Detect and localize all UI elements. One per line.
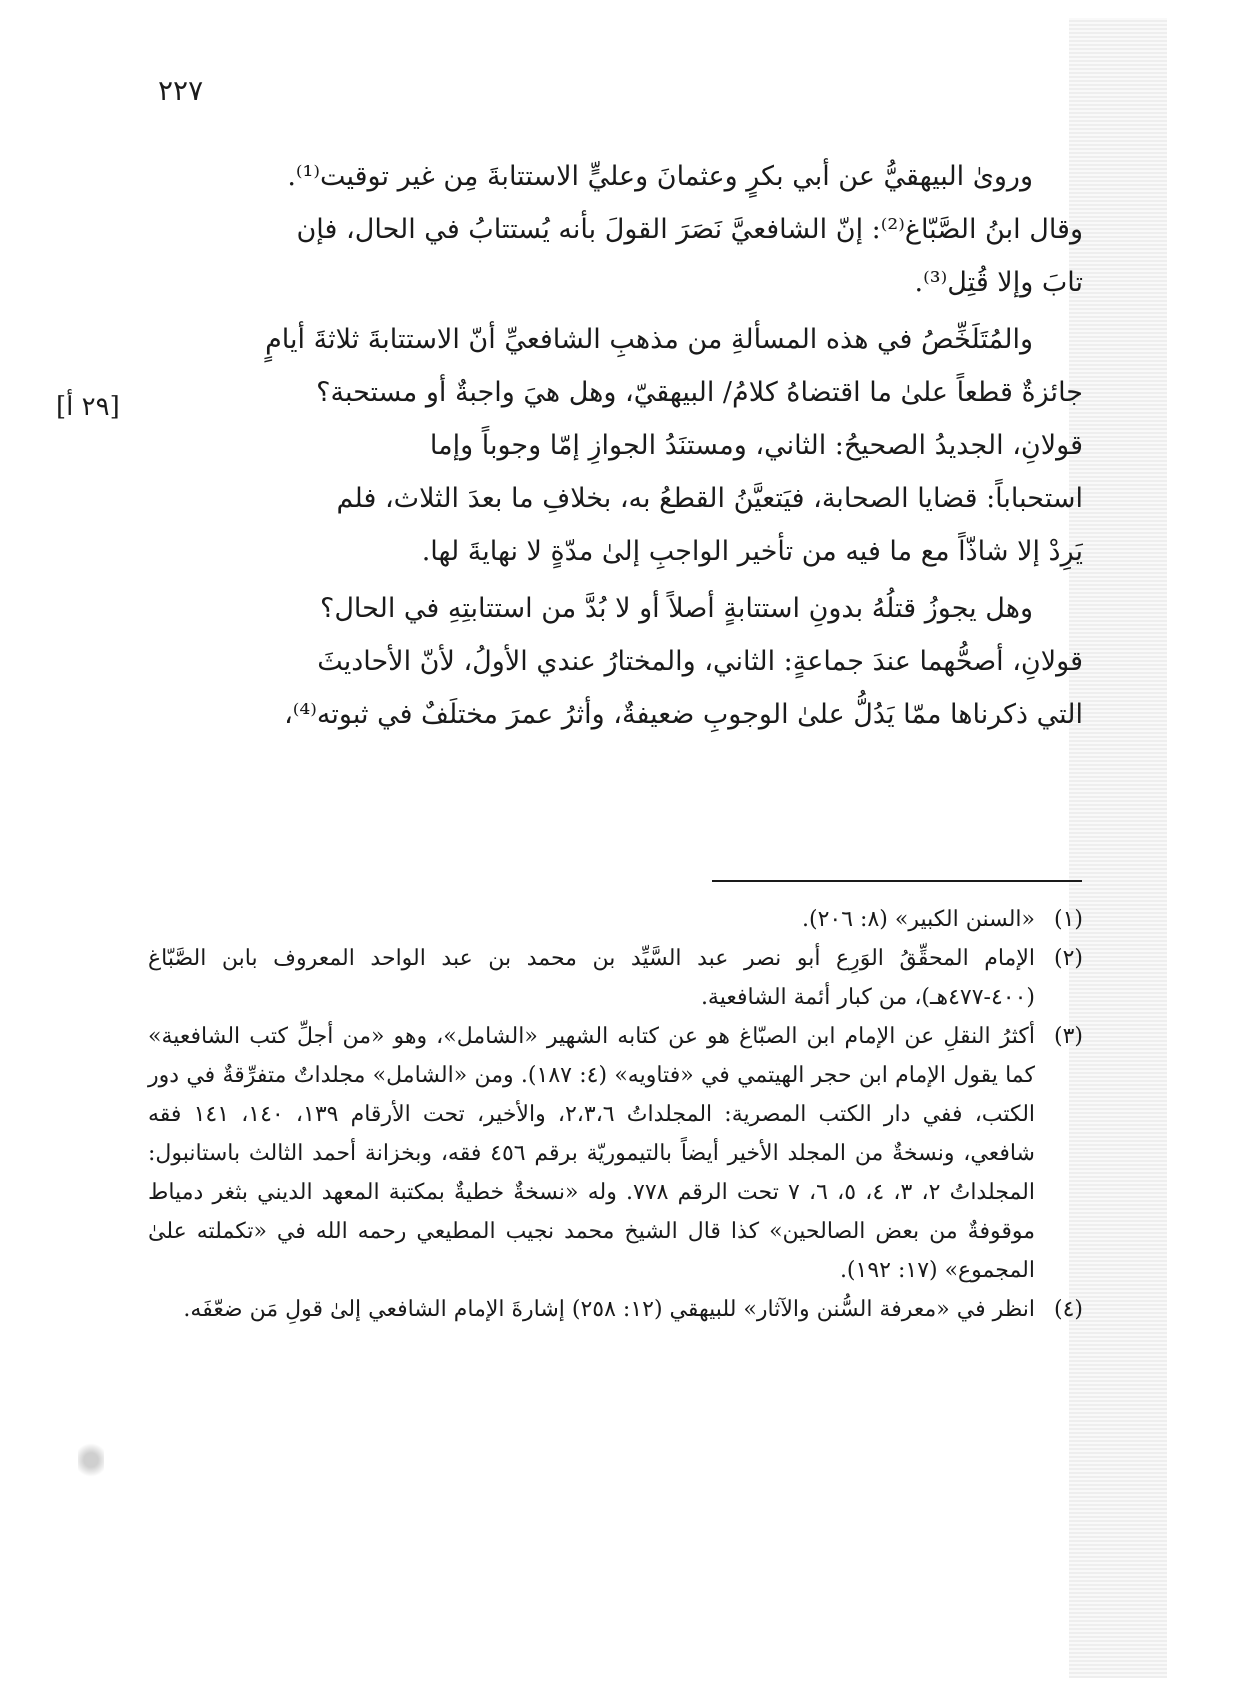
footnote xyxy=(148,1290,1083,1329)
footnote-number: (٣) xyxy=(1053,1024,1083,1049)
scan-edge-texture xyxy=(1069,18,1167,1678)
footnote-text: أكثرُ النقلِ عن الإمام ابن الصبّاغ هو عن كتابه الشهير «الشامل»، وهو «من أجلِّ كتب الشافعية» كما يقول الإمام ابن حجر الهيتمي في «فتاويه» (٤: ١٨٧). ومن «الشامل» مجلداتٌ متفرِّقةٌ في دور الكتب، ففي دار الكتب المصرية: المجلداتُ ٢،٣،٦، والأخير، تحت الأرقام ١٣٩، ١٤٠، ١٤١ فقه شافعي، ونسخةٌ من المجلد الأخير أيضاً بالتيموريّة برقم ٤٥٦ فقه، وبخزانة أحمد الثالث باستانبول: المجلداتُ ٢، ٣، ٤، ٥، ٦، ٧ تحت الرقم ٧٧٨. وله «نسخةٌ خطيةٌ بمكتبة المعهد الديني بثغر دمياط موقوفةٌ من بعض الصالحين» كذا قال الشيخ محمد نجيب المطيعي رحمه الله في «تكملته علىٰ المجموع» (١٧: ١٩٢). xyxy=(148,1024,1036,1283)
main-text xyxy=(148,150,1083,745)
text-line: وقال ابنُ الصَّبّاغ⁽²⁾: إنّ الشافعيَّ نَصَرَ القولَ بأنه يُستتابُ في الحال، فإن xyxy=(296,214,1083,245)
text-line: وهل يجوزُ قتلُهُ بدونِ استتابةٍ أصلاً أو لا بُدَّ من استتابتِهِ في الحال؟ xyxy=(319,593,1033,624)
footnote-separator xyxy=(712,880,1082,882)
text-line: قولانِ، الجديدُ الصحيحُ: الثاني، ومستنَدُ الجوازِ إمّا وجوباً وإما xyxy=(429,430,1083,461)
paragraph-2 xyxy=(148,313,1083,578)
footnote xyxy=(148,1017,1083,1290)
text-line: وروىٰ البيهقيُّ عن أبي بكرٍ وعثمانَ وعليٍّ الاستتابةَ مِن غير توقيت⁽¹⁾. xyxy=(287,161,1033,192)
footnotes xyxy=(148,900,1083,1329)
footnote-text: الإمام المحقِّقُ الوَرِع أبو نصر عبد السَّيِّد بن محمد بن عبد الواحد المعروف بابن الصَّبّاغ (٤٠٠-٤٧٧هـ)، من كبار أئمة الشافعية. xyxy=(148,946,1035,1010)
text-line: يَرِدْ إلا شاذّاً مع ما فيه من تأخير الواجبِ إلىٰ مدّةٍ لا نهايةَ لها. xyxy=(421,536,1083,567)
text-line: جائزةٌ قطعاً علىٰ ما اقتضاهُ كلامُ/ البيهقيّ، وهل هيَ واجبةٌ أو مستحبة؟ xyxy=(316,377,1083,408)
text-line: قولانِ، أصحُّهما عندَ جماعةٍ: الثاني، والمختارُ عندي الأولُ، لأنّ الأحاديثَ xyxy=(317,646,1083,677)
footnote xyxy=(148,939,1083,1017)
footnote-number: (٢) xyxy=(1053,946,1083,971)
paragraph-1 xyxy=(148,150,1083,309)
folio-marker: [٢٩ أ] xyxy=(56,392,120,422)
footnote-number: (٤) xyxy=(1053,1297,1083,1322)
paragraph-3 xyxy=(148,582,1083,741)
footnote-number: (١) xyxy=(1053,907,1083,932)
footnote-text: انظر في «معرفة السُّنن والآثار» للبيهقي (١٢: ٢٥٨) إشارةَ الإمام الشافعي إلىٰ قولِ مَن ضعّفَه. xyxy=(183,1297,1035,1322)
scan-speck xyxy=(78,1440,104,1480)
footnote xyxy=(148,900,1083,939)
text-line: تابَ وإلا قُتِل⁽³⁾. xyxy=(914,267,1083,298)
text-line: استحباباً: قضايا الصحابة، فيَتعيَّنُ القطعُ به، بخلافِ ما بعدَ الثلاث، فلم xyxy=(336,483,1083,514)
text-line: والمُتَلَخِّصُ في هذه المسألةِ من مذهبِ الشافعيِّ أنّ الاستتابةَ ثلاثةَ أيامٍ xyxy=(265,324,1033,355)
footnote-text: «السنن الكبير» (٨: ٢٠٦). xyxy=(802,907,1035,932)
page-number: ٢٢٧ xyxy=(158,74,204,107)
text-line: التي ذكرناها ممّا يَدُلُّ علىٰ الوجوبِ ضعيفةٌ، وأثرُ عمرَ مختلَفٌ في ثبوته⁽⁴⁾، xyxy=(284,699,1083,730)
